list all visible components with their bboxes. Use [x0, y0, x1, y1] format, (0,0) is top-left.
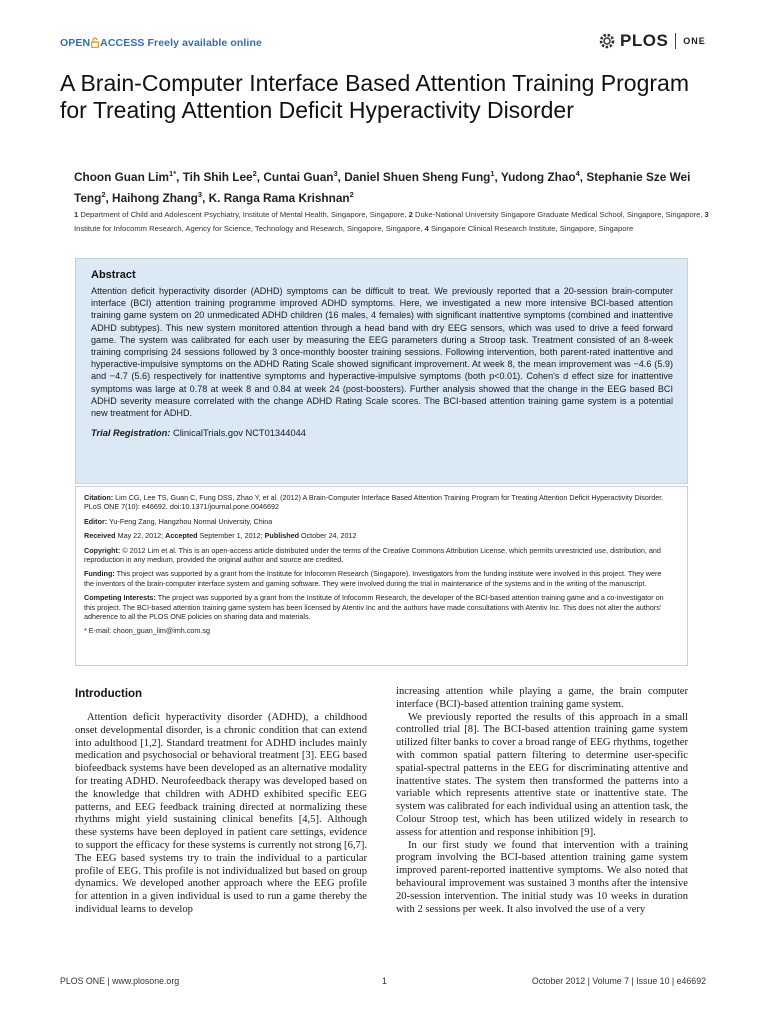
author-affiliation-mark: 1 [490, 169, 495, 178]
footer-issue: October 2012 | Volume 7 | Issue 10 | e46692 [531, 976, 706, 986]
plos-one-logo [598, 31, 706, 51]
author-affiliation-mark: 3 [333, 169, 338, 178]
author-name: Choon Guan Lim$^{1*}$ [74, 169, 177, 184]
author-name: Tih Shih Lee$^2$ [182, 169, 257, 184]
affiliation-number: 1 [74, 210, 79, 219]
affiliation-number: 4 [424, 224, 429, 233]
logo-divider [675, 33, 676, 49]
affiliation-text: Department of Child and Adolescent Psychiatry, Institute of Mental Health, Singapore, Singapore, [78, 210, 409, 219]
intro-paragraph: increasing attention while playing a game, the brain computer interface (BCI)-based attention training game system. [396, 686, 688, 710]
corresponding-email[interactable]: * E-mail: choon_guan_lim@imh.com.sg [84, 626, 210, 636]
article-title: A Brain-Computer Interface Based Attention Training Program for Treating Attention Deficit Hyperactivity Disorder [60, 70, 689, 123]
open-label: OPEN [60, 37, 91, 49]
trial-registration [91, 428, 673, 438]
funding: Funding: This project was supported by a grant from the Institute for Infocomm Research (Singapore). Investigators from the funding institute were involved in this project. They were the inventors of the brain-computer interface system and gaming software. They were involved during the trial in maintenance of the systems and in the writing of the manuscript. [84, 569, 662, 588]
affiliation-text: Institute for Infocomm Research, Agency for Science, Technology and Research, Singapore, Singapore, [74, 224, 425, 233]
abstract-heading: Abstract [91, 269, 136, 281]
trial-value[interactable]: ClinicalTrials.gov NCT01344044 [172, 428, 306, 439]
affiliation-text: Duke-National University Singapore Graduate Medical School, Singapore, Singapore, [412, 210, 705, 219]
citation: Citation: Lim CG, Lee TS, Guan C, Fung DSS, Zhao Y, et al. (2012) A Brain-Computer Interface Based Attention Training Program for Treating Attention Deficit Hyperactivity Disorder. PLoS ONE 7(10): e46692. doi:10.1371/journal.pone.0046692 [84, 493, 664, 512]
affiliation-number: 3 [704, 210, 709, 219]
author-name: Daniel Shuen Sheng Fung$^1$ [344, 169, 495, 184]
affiliation-text: Singapore Clinical Research Institute, Singapore, Singapore [428, 224, 634, 233]
access-label: ACCESS Freely available online [100, 37, 262, 49]
editor: Editor: Yu-Feng Zang, Hangzhou Normal University, China [84, 516, 273, 526]
author-name: Yudong Zhao$^4$ [500, 169, 580, 184]
article-metadata [75, 486, 688, 666]
author-name: Haihong Zhang$^3$ [112, 189, 203, 205]
affiliation-number: 2 [408, 210, 413, 219]
dates: Received May 22, 2012; Accepted September 1, 2012; Published October 24, 2012 [84, 531, 357, 541]
copyright: Copyright: © 2012 Lim et al. This is an open-access article distributed under the terms of the Creative Commons Attribution License, which permits unrestricted use, distribution, and reproduction in any medium, provided the original author and source are credited. [84, 545, 661, 565]
author-affiliation-mark: 2 [101, 189, 106, 199]
journal-name: ONE [683, 36, 706, 46]
abstract-text: Attention deficit hyperactivity disorder (ADHD) symptoms can be difficult to treat. We previously reported that a 20-session brain-computer interface (BCI) attention training programme improved ADHD symptoms. Here, we investigated a new more intensive BCI-based attention training game system on 20 unmedicated ADHD children (16 males, 4 females) with significant inattentive symptoms (combined and inattentive ADHD subtypes). This new system monitored attention through a head band with dry EEG sensors, which was used to drive a feed forward game. The system was calibrated for each user by measuring the EEG parameters during a Stroop task. Treatment consisted of an 8-week training comprising 24 sessions followed by 3 once-monthly booster training sessions. Following intervention, both parent-rated inattentive and hyperactive-impulsive symptoms on the ADHD Rating Scale showed significant improvement. At week 8, the mean improvement was −4.6 (5.9) and −4.7 (5.6) respectively for inattentive symptoms and hyperactive-impulsive symptoms (both p<0.01). Cohen's d effect size for inattentive symptoms was large at 0.78 at week 8 and 0.84 at week 24 (post-boosters). Further analysis showed that the change in the EEG based BCI ADHD severity measure correlated with the change ADHD Rating Scale scores. The BCI-based attention training game system is a potential new treatment for ADHD. [91, 286, 673, 419]
author-name: Cuntai Guan$^3$ [263, 169, 338, 184]
intro-column-1 [75, 712, 367, 917]
intro-paragraph: Attention deficit hyperactivity disorder (ADHD), a childhood onset developmental disorder, is a chronic condition that can extend into adulthood [1,2]. Standard treatment for ADHD includes mainly medication and psychosocial or behavioral treatment [3]. EEG based biofeedback systems have been developed as an alternative modality for treating ADHD. Neurofeedback therapy was developed based on the knowledge that children with ADHD exhibited specific EEG patterns, and EEG feedback training directed at normalizing these rhythms might yield sustaining clinical benefits [4,5]. Although these systems have been deployed in patient care settings, evidence to support the efficacy for these systems is currently not strong [6,7]. The EEG based systems try to train the individual to a particular profile of EEG. This profile is not individualized but based on group dynamics. We developed another approach where the EEG profile for attention in a given individual is used to run a game thereby the individual learns to develop [75, 712, 367, 915]
footer-journal: PLOS ONE | www.plosone.org [60, 976, 180, 986]
intro-paragraph: In our first study we found that intervention with a training program involving the BCI-based attention training game system improved parent-reported inattentive symptoms. We also noted that behavioural improvement was sustained 3 months after the intensive 20-session intervention. The initial study was 10 weeks in duration with 2 sessions per week. It also involved the use of a very [396, 839, 688, 915]
author-affiliation-mark: 1* [169, 169, 177, 178]
author-affiliation-mark: 2 [252, 169, 257, 178]
abstract-box [75, 258, 688, 484]
page-number: 1 [382, 976, 387, 986]
author-affiliation-mark: 2 [349, 189, 354, 199]
author-affiliation-mark: 4 [575, 169, 580, 178]
author-name: Stephanie Sze Wei Teng$^2$ [74, 169, 691, 205]
open-lock-icon [91, 37, 99, 51]
affiliations [74, 208, 722, 236]
competing-interests: Competing Interests: The project was supported by a grant from the Institute of Infocomm Research, the developer of the BCI-based attention training game and a co-investigator on this project. The BCI-based attention training game system has been licensed by Atentiv Inc and the authors have made consultations with Atentiv Inc. This does not alter the authors' adherence to all the PLOS ONE policies on sharing data and materials. [84, 593, 664, 622]
intro-paragraph: We previously reported the results of this approach in a small controlled trial [8]. The BCI-based attention training game system utilized filter banks to cover a broad range of EEG rhythms, together with common spatial pattern filtering to determine user-specific spatial-spectral patterns in the EEG for discriminating attentive and inattentive states. The system then transformed the patterns into a variable which represents attentive state or inattentive state. The system was calibrated for each individual using an attention task, the Colour Stroop test, which has been utilized widely in research to assess for attention and response inhibition [9]. [396, 711, 688, 838]
open-access-label [60, 37, 262, 51]
author-list: Choon Guan Lim$^{1*}$, Tih Shih Lee$^2$, Cuntai Guan$^3$, Daniel Shuen Sheng Fung$^1$, Yudong Zhao$^4$, Stephanie Sze Wei Teng$^2$, Haihong Zhang$^3$, K. Ranga Rama Krishnan$^2$ [74, 169, 691, 205]
trial-label: Trial Registration: [91, 428, 171, 439]
author-affiliation-mark: 3 [197, 189, 203, 199]
intro-column-2 [396, 686, 688, 916]
author-name: K. Ranga Rama Krishnan$^2$ [208, 189, 354, 205]
introduction-heading: Introduction [75, 688, 143, 700]
plos-gear-icon [598, 32, 616, 50]
publisher-name: PLOS [620, 31, 669, 50]
